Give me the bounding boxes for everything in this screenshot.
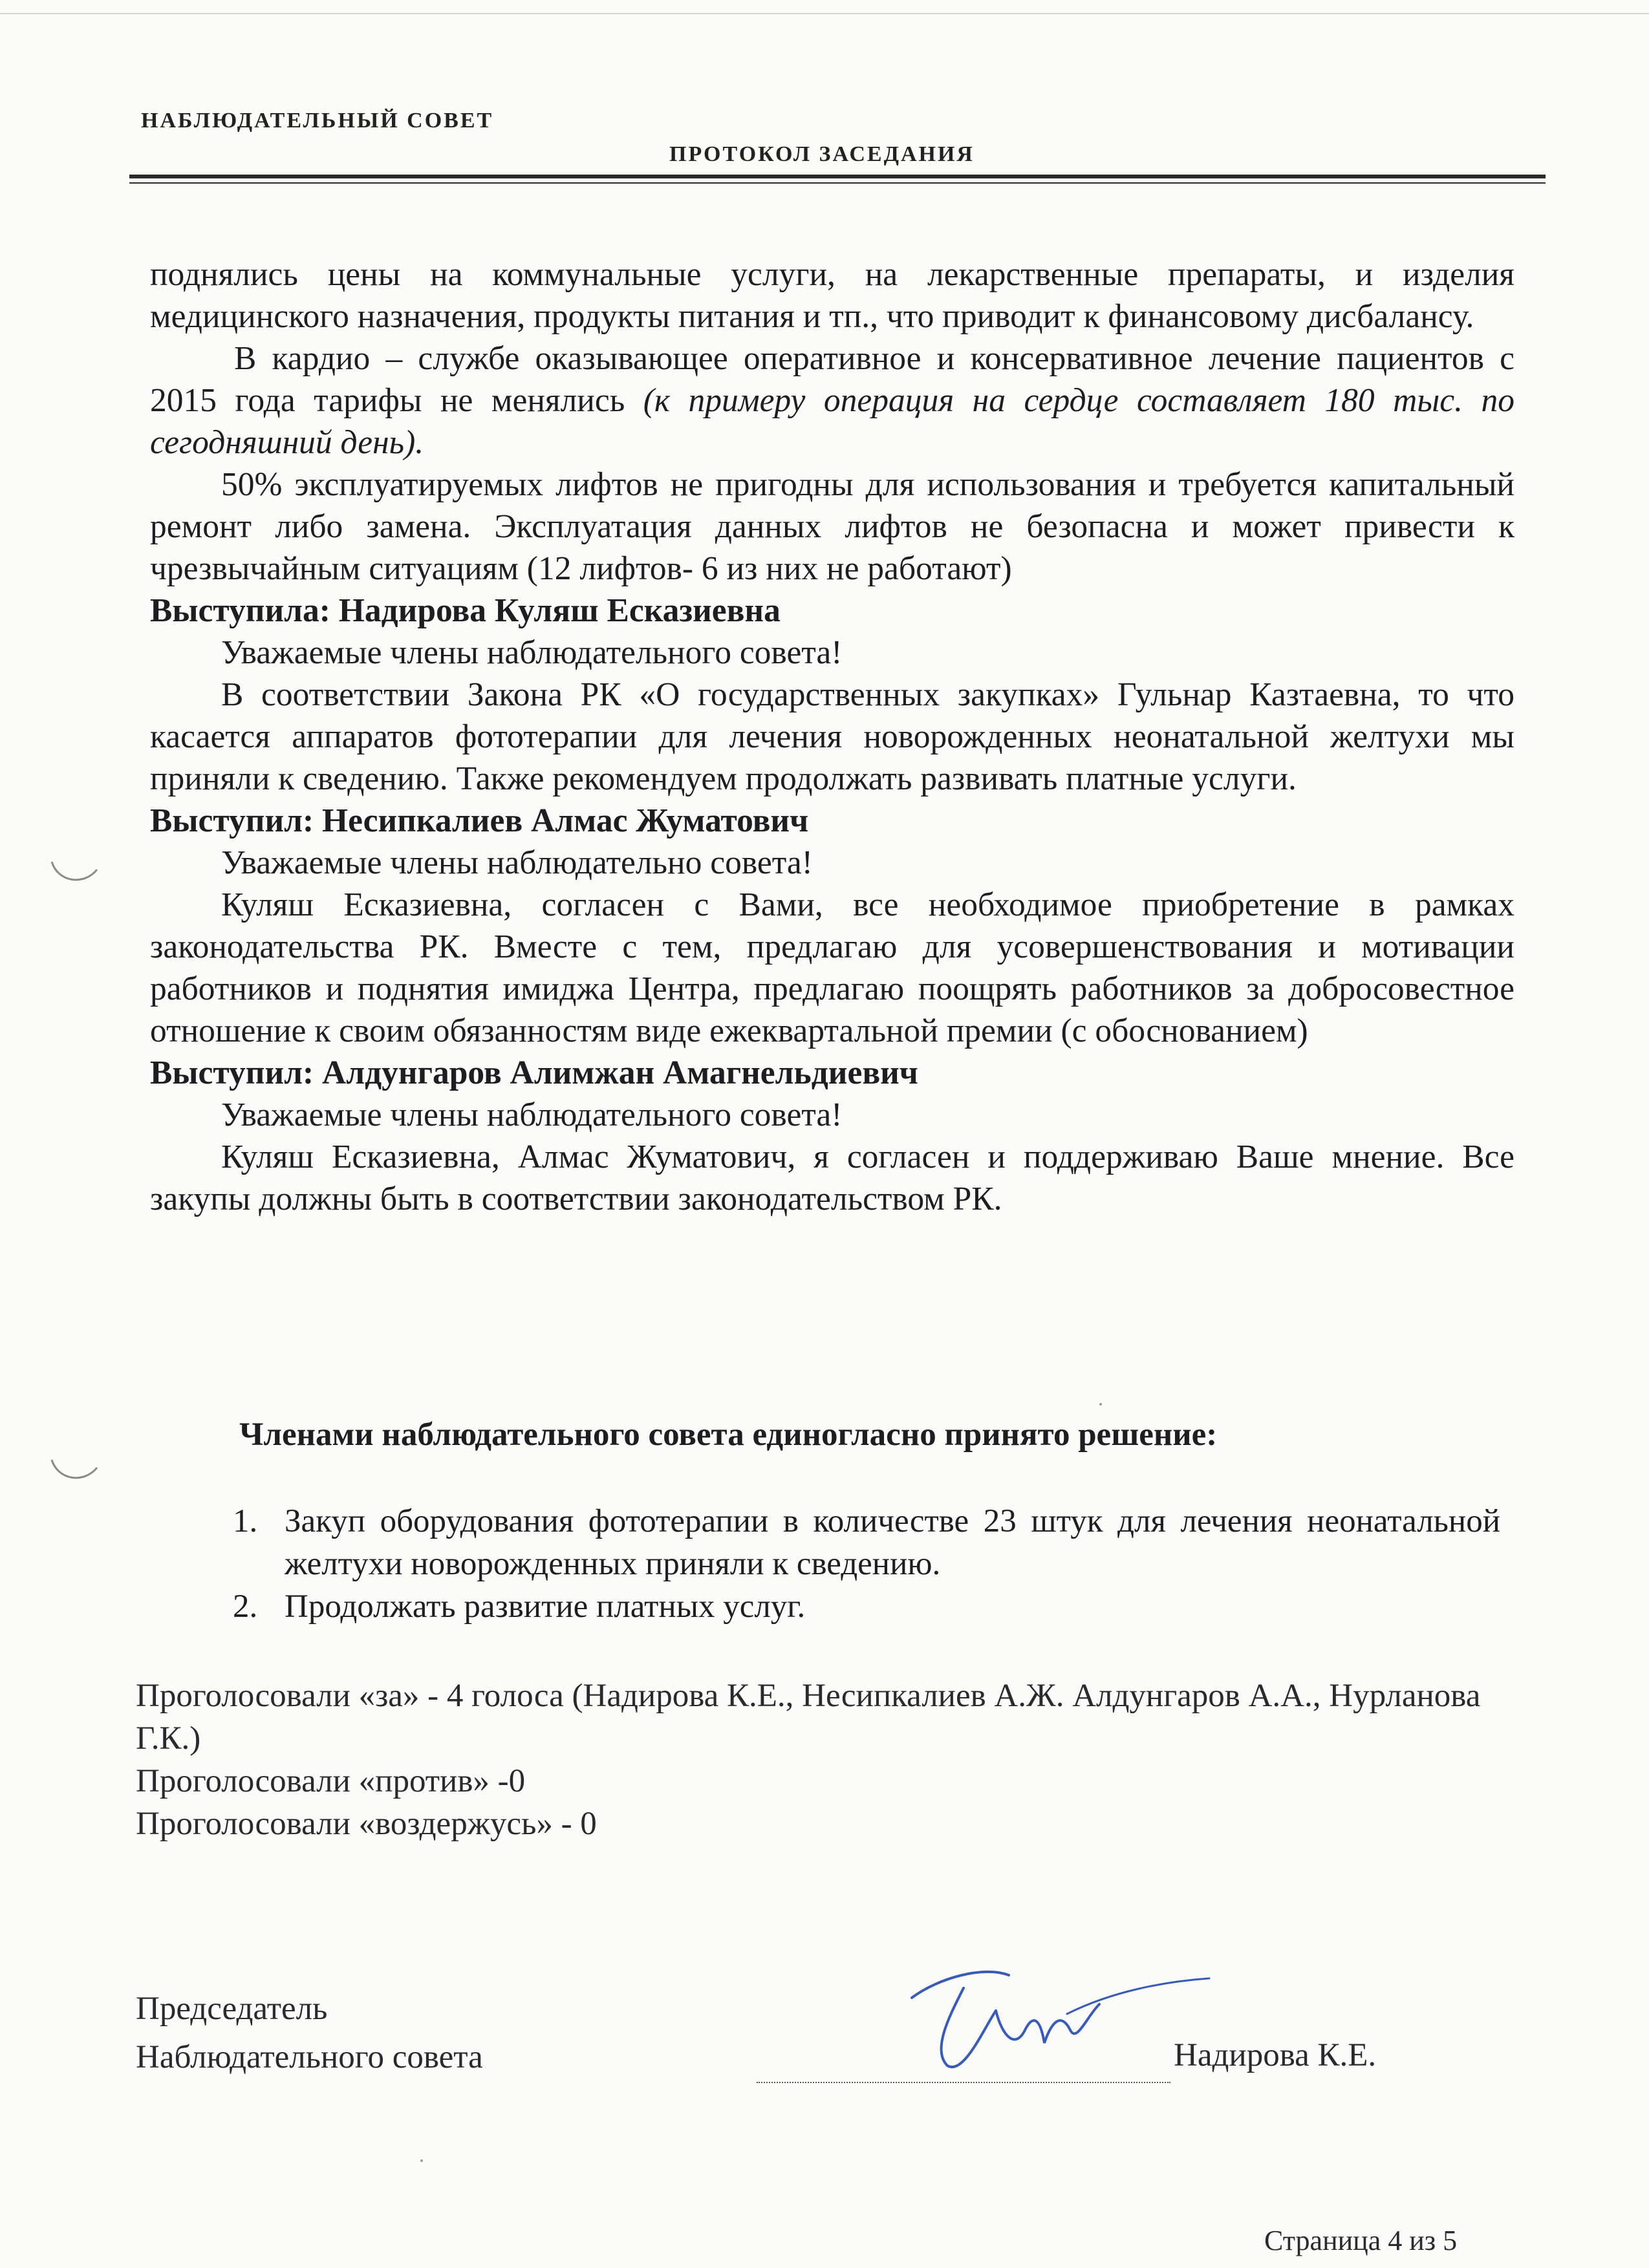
- greeting: Уважаемые члены наблюдательного совета!: [221, 634, 843, 671]
- signatory-name: Надирова К.Е.: [1174, 2037, 1377, 2073]
- greeting: Уважаемые члены наблюдательного совета!: [221, 1097, 843, 1133]
- votes-abstain: Проголосовали «воздержусь» - 0: [136, 1806, 597, 1842]
- scan-speck: [420, 2159, 423, 2162]
- header-rule-thick: [129, 175, 1546, 178]
- paragraph: Куляш Есказиевна, Алмас Жуматович, я согласен и поддерживаю Ваше мнение. Все закупы должны быть в соответствии законодательством РК.: [150, 1139, 1514, 1217]
- paragraph: Куляш Есказиевна, согласен с Вами, все необходимое приобретение в рамках законодательства РК. Вместе с тем, предлагаю для усовершенствования и мотивации работников и поднятия имиджа Центра, предлагаю поощрять работников за добросовестное отношение к своим обязанностям виде ежеквартальной премии (с обоснованием): [150, 886, 1514, 1049]
- punch-hole-mark: [48, 1455, 100, 1487]
- votes-for: Проголосовали «за» - 4 голоса (Надирова К.Е., Несипкалиев А.Ж. Алдунгаров А.А., Нурланова Г.К.): [136, 1678, 1481, 1757]
- speaker-heading: Выступила: Надирова Куляш Есказиевна: [150, 592, 781, 629]
- paragraph: поднялись цены на коммунальные услуги, на лекарственные препараты, и изделия медицинского назначения, продукты питания и тп., что приводит к финансовому дисбалансу.: [150, 256, 1514, 335]
- handwritten-signature: [886, 1952, 1222, 2082]
- signatory-title-line2: Наблюдательного совета: [136, 2039, 483, 2075]
- list-item-text: Продолжать развитие платных услуг.: [285, 1589, 806, 1625]
- header-rule-thin: [129, 182, 1546, 184]
- paragraph: [150, 337, 1514, 464]
- header-org: НАБЛЮДАТЕЛЬНЫЙ СОВЕТ: [141, 109, 494, 133]
- paragraph: 50% эксплуатируемых лифтов не пригодны для использования и требуется капитальный ремонт либо замена. Эксплуатация данных лифтов не безопасна и может привести к чрезвычайным ситуациям (12 лифтов- 6 из них не работают): [150, 466, 1514, 587]
- signatory-title-line1: Председатель: [136, 1991, 328, 2027]
- list-item-number: 1.: [233, 1503, 258, 1539]
- list-item-text: Закуп оборудования фототерапии в количестве 23 штук для лечения неонатальной желтухи новорожденных приняли к сведению.: [285, 1503, 1500, 1582]
- paragraph-italic-note: (к примеру операция на сердце составляет 180 тыс. по сегодняшний день).: [150, 382, 1514, 461]
- list-item-number: 2.: [233, 1589, 258, 1625]
- votes-against: Проголосовали «против» -0: [136, 1763, 526, 1799]
- scan-edge: [0, 13, 1649, 14]
- decision-heading: Членами наблюдательного совета единогласно принято решение:: [239, 1417, 1218, 1453]
- speaker-heading: Выступил: Несипкалиев Алмас Жуматович: [150, 802, 809, 839]
- signature-line: [757, 2082, 1170, 2083]
- list-item: [233, 1500, 1500, 1585]
- speaker-heading: Выступил: Алдунгаров Алимжан Амагнельдиевич: [150, 1054, 918, 1091]
- greeting: Уважаемые члены наблюдательно совета!: [221, 844, 813, 881]
- list-item: [233, 1585, 1500, 1628]
- paragraph: В соответствии Закона РК «О государственных закупках» Гульнар Казтаевна, то что касается аппаратов фототерапии для лечения новорожденных неонатальной желтухи мы приняли к сведению. Также рекомендуем продолжать развивать платные услуги.: [150, 676, 1514, 797]
- header-doc-type: ПРОТОКОЛ ЗАСЕДАНИЯ: [669, 142, 975, 166]
- paragraph-text: В кардио – службе оказывающее оперативное и консервативное лечение пациентов с 2015 года тарифы не менялись: [150, 340, 1514, 419]
- scan-speck: [1099, 1403, 1102, 1406]
- decision-list: [233, 1500, 1500, 1628]
- punch-hole-mark: [48, 857, 100, 889]
- votes-block: [136, 1674, 1513, 1845]
- document-body: [150, 253, 1514, 1220]
- signatory-title: [136, 1985, 483, 2082]
- page-number: Страница 4 из 5: [1264, 2225, 1458, 2256]
